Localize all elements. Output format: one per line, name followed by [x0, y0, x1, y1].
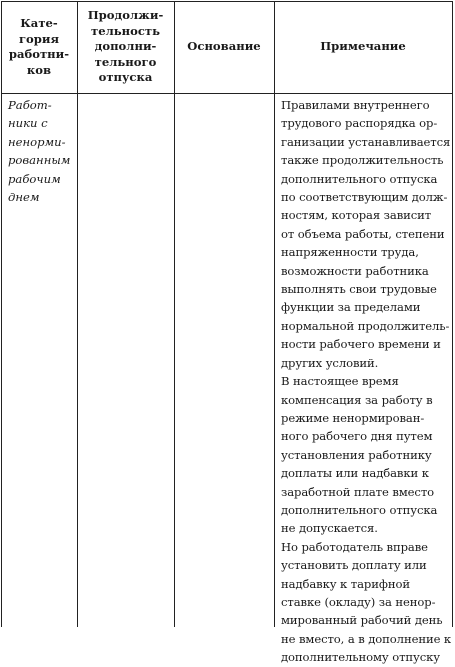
header-duration: Продолжи- тельность дополни- тельного отпуска — [87, 8, 164, 85]
header-row-divider — [1, 93, 453, 94]
header-category: Кате- гория работни- ков — [8, 16, 70, 77]
table-border-left — [1, 1, 2, 627]
column-divider — [274, 1, 275, 627]
cell-note: Правилами внутреннего трудового распорядка ор- ганизации устанавливается также продолжительность дополнительного отпуска по соответствующим долж- ностям, которая зависит от объема работы, степени напряженности труда, возможности работника выполнять свои трудовые функции за пределами нормальной продолжитель- ности рабочего времени и других условий. В настоящее время компенсация за работу в режиме ненормирован- ного рабочего дня путем установления работнику доплаты или надбавки к заработной плате вместо дополнительного отпуска не допускается. Но работодатель вправе установить доплату или надбавку к тарифной ставке (окладу) за ненор- мированный рабочий день не вместо, а в дополнение к дополнительному отпуску — [281, 98, 452, 665]
column-divider — [174, 1, 175, 627]
header-note: Примечание — [320, 39, 406, 54]
column-divider — [77, 1, 78, 627]
header-basis: Основание — [187, 39, 261, 54]
cell-category: Работ- ники с ненорми- рованным рабочим днем — [8, 98, 71, 205]
